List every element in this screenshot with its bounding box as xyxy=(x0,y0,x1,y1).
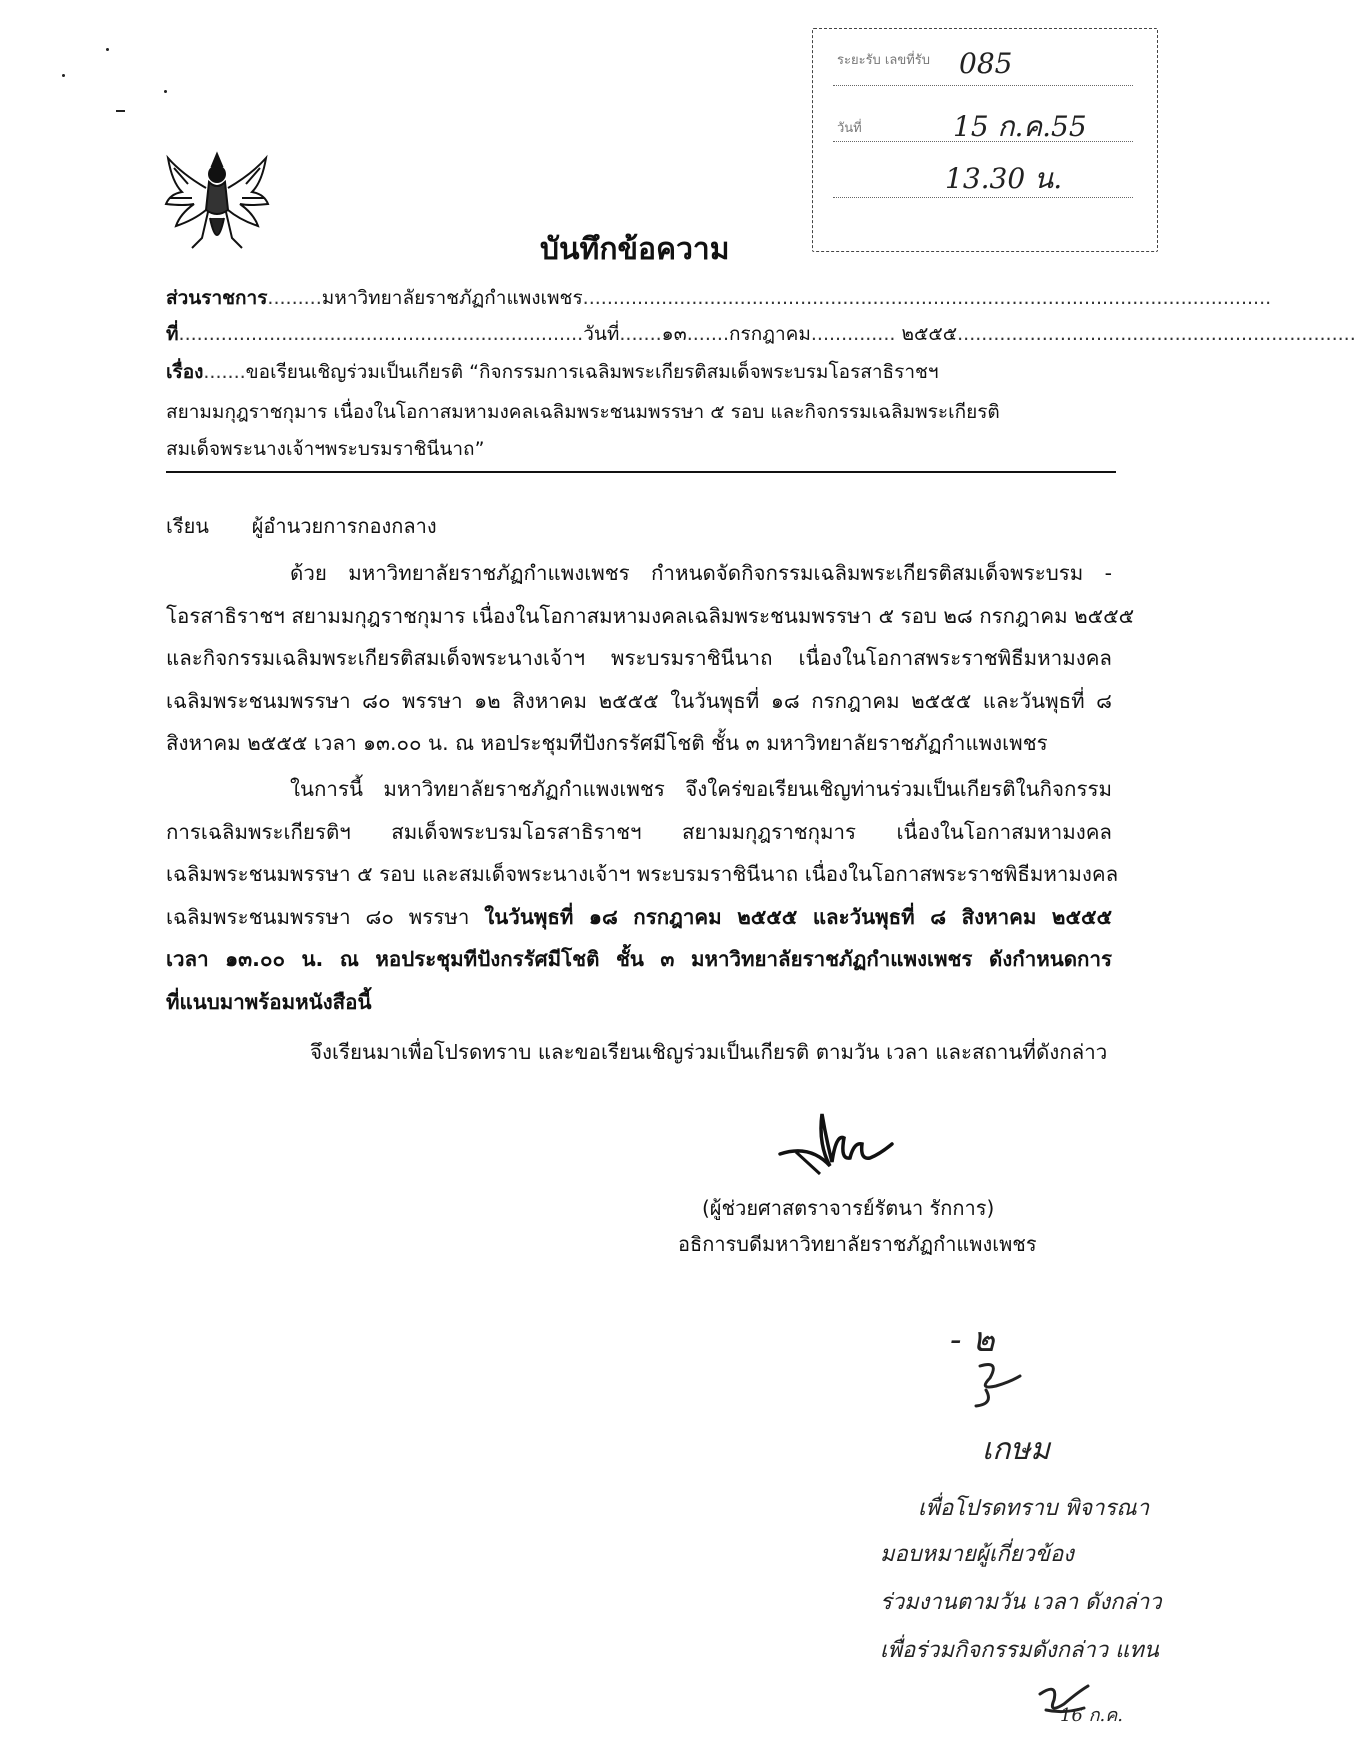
date-day: ๑๓ xyxy=(661,323,687,345)
handwritten-dash: - ๒ xyxy=(950,1320,995,1360)
stamp-label-2: วันที่ xyxy=(837,121,862,136)
handwritten-initials: เกษม xyxy=(982,1432,1050,1467)
handwritten-note-line-4: เพื่อร่วมกิจกรรมดังกล่าว แทน xyxy=(880,1638,1159,1663)
p2-line-6: ที่แนบมาพร้อมหนังสือนี้ xyxy=(166,989,372,1014)
scan-speck xyxy=(164,90,167,93)
org-value: มหาวิทยาลัยราชภัฏกำแพงเพชร xyxy=(321,287,583,309)
handwritten-note-line-1: เพื่อโปรดทราบ พิจารณา xyxy=(918,1496,1150,1521)
p2-line-4-bold: ในวันพุธที่ ๑๘ กรกฎาคม ๒๕๕๕ และวันพุธที่ ๘ สิงหาคม ๒๕๕๕ xyxy=(484,904,1112,929)
p1-line: โอรสาธิราชฯ สยามมกุฎราชกุมาร เนื่องในโอกาสมหามงคลเฉลิมพระชนมพรรษา ๕ รอบ ๒๘ กรกฎาคม ๒๕๕๕ xyxy=(166,603,1135,628)
handwritten-initial-mark xyxy=(960,1356,1040,1416)
handwritten-date: 16 ก.ค. xyxy=(1060,1705,1124,1726)
no-date-row: ที่...................................................................วันที่.......๑๓.......กรกฎาคม.............. ๒๕๕๕.................................................................. xyxy=(166,323,1356,345)
p2-line-5: เวลา ๑๓.๐๐ น. ณ หอประชุมทีปังกรรัศมีโชติ ชั้น ๓ มหาวิทยาลัยราชภัฏกำแพงเพชร ดังกำหนดการ xyxy=(166,947,1112,971)
org-label: ส่วนราชการ xyxy=(166,287,268,309)
p2-line-4 xyxy=(166,896,1112,939)
salutation-value: ผู้อำนวยการกองกลาง xyxy=(251,514,437,538)
page-title: บันทึกข้อความ xyxy=(540,232,730,267)
garuda-emblem-icon xyxy=(162,148,272,256)
date-year: ๒๕๕๕ xyxy=(901,323,958,345)
receipt-stamp xyxy=(812,28,1158,252)
subject-line-3: สมเด็จพระนางเจ้าฯพระบรมราชินีนาถ” xyxy=(166,438,485,460)
closing-sentence: จึงเรียนมาเพื่อโปรดทราบ และขอเรียนเชิญร่วมเป็นเกียรติ ตามวัน เวลา และสถานที่ดังกล่าว xyxy=(310,1040,1108,1064)
stamp-date: 15 ก.ค.55 xyxy=(953,110,1087,143)
p1-line: เฉลิมพระชนมพรรษา ๘๐ พรรษา ๑๒ สิงหาคม ๒๕๕๕ ในวันพุธที่ ๑๘ กรกฎาคม ๒๕๕๕ และวันพุธที่ ๘ xyxy=(166,688,1112,713)
scan-speck xyxy=(62,74,65,77)
date-month: กรกฎาคม xyxy=(729,323,811,345)
handwritten-note-line-3: ร่วมงานตามวัน เวลา ดังกล่าว xyxy=(880,1590,1162,1615)
salutation xyxy=(166,510,437,542)
signature-mark xyxy=(770,1104,900,1190)
header-divider xyxy=(166,471,1116,473)
p1-line: และกิจกรรมเฉลิมพระเกียรติสมเด็จพระนางเจ้าฯ พระบรมราชินีนาถ เนื่องในโอกาสพระราชพิธีมหามงคล xyxy=(166,646,1112,670)
handwritten-note-line-2: มอบหมายผู้เกี่ยวข้อง xyxy=(880,1542,1074,1567)
p2-line: ในการนี้ มหาวิทยาลัยราชภัฏกำแพงเพชร จึงใคร่ขอเรียนเชิญท่านร่วมเป็นเกียรติในกิจกรรม xyxy=(290,777,1112,801)
stamp-time: 13.30 น. xyxy=(945,162,1063,195)
stamp-number: 085 xyxy=(959,47,1013,80)
p1-line: ด้วย มหาวิทยาลัยราชภัฏกำแพงเพชร กำหนดจัดกิจกรรมเฉลิมพระเกียรติสมเด็จพระบรม - xyxy=(290,561,1112,585)
p2-line: การเฉลิมพระเกียรติฯ สมเด็จพระบรมโอรสาธิราชฯ สยามมกุฎราชกุมาร เนื่องในโอกาสมหามงคล xyxy=(166,819,1112,844)
stamp-label-1: ระยะรับ เลขที่รับ xyxy=(837,53,931,68)
signer-name: (ผู้ช่วยศาสตราจารย์รัตนา รักการ) xyxy=(702,1196,995,1220)
scan-speck xyxy=(106,48,109,51)
date-label: วันที่ xyxy=(583,323,620,345)
org-row: ส่วนราชการ.........มหาวิทยาลัยราชภัฏกำแพงเพชร.................................................................................................................. xyxy=(166,287,1272,309)
subject-row: เรื่อง.......ขอเรียนเชิญร่วมเป็นเกียรติ “กิจกรรมการเฉลิมพระเกียรติสมเด็จพระบรมโอรสาธิราชฯ xyxy=(166,361,939,383)
scan-speck xyxy=(116,110,125,112)
no-label: ที่ xyxy=(166,323,179,345)
paragraph-1 xyxy=(166,552,1135,765)
subject-line-1: ขอเรียนเชิญร่วมเป็นเกียรติ “กิจกรรมการเฉลิมพระเกียรติสมเด็จพระบรมโอรสาธิราชฯ xyxy=(245,361,939,383)
p2-line-4-normal: เฉลิมพระชนมพรรษา ๘๐ พรรษา xyxy=(166,904,485,929)
p2-line: เฉลิมพระชนมพรรษา ๕ รอบ และสมเด็จพระนางเจ้าฯ พระบรมราชินีนาถ เนื่องในโอกาสพระราชพิธีมหามงคล xyxy=(166,862,1119,886)
signer-position: อธิการบดีมหาวิทยาลัยราชภัฏกำแพงเพชร xyxy=(678,1232,1037,1256)
subject-label: เรื่อง xyxy=(166,361,204,383)
subject-line-2: สยามมกุฎราชกุมาร เนื่องในโอกาสมหามงคลเฉลิมพระชนมพรรษา ๕ รอบ และกิจกรรมเฉลิมพระเกียรติ xyxy=(166,401,1000,423)
p1-line: สิงหาคม ๒๕๕๕ เวลา ๑๓.๐๐ น. ณ หอประชุมทีปังกรรัศมีโชติ ชั้น ๓ มหาวิทยาลัยราชภัฏกำแพงเพชร xyxy=(166,731,1048,755)
salutation-label: เรียน xyxy=(166,514,209,538)
paragraph-2 xyxy=(166,768,1119,1023)
